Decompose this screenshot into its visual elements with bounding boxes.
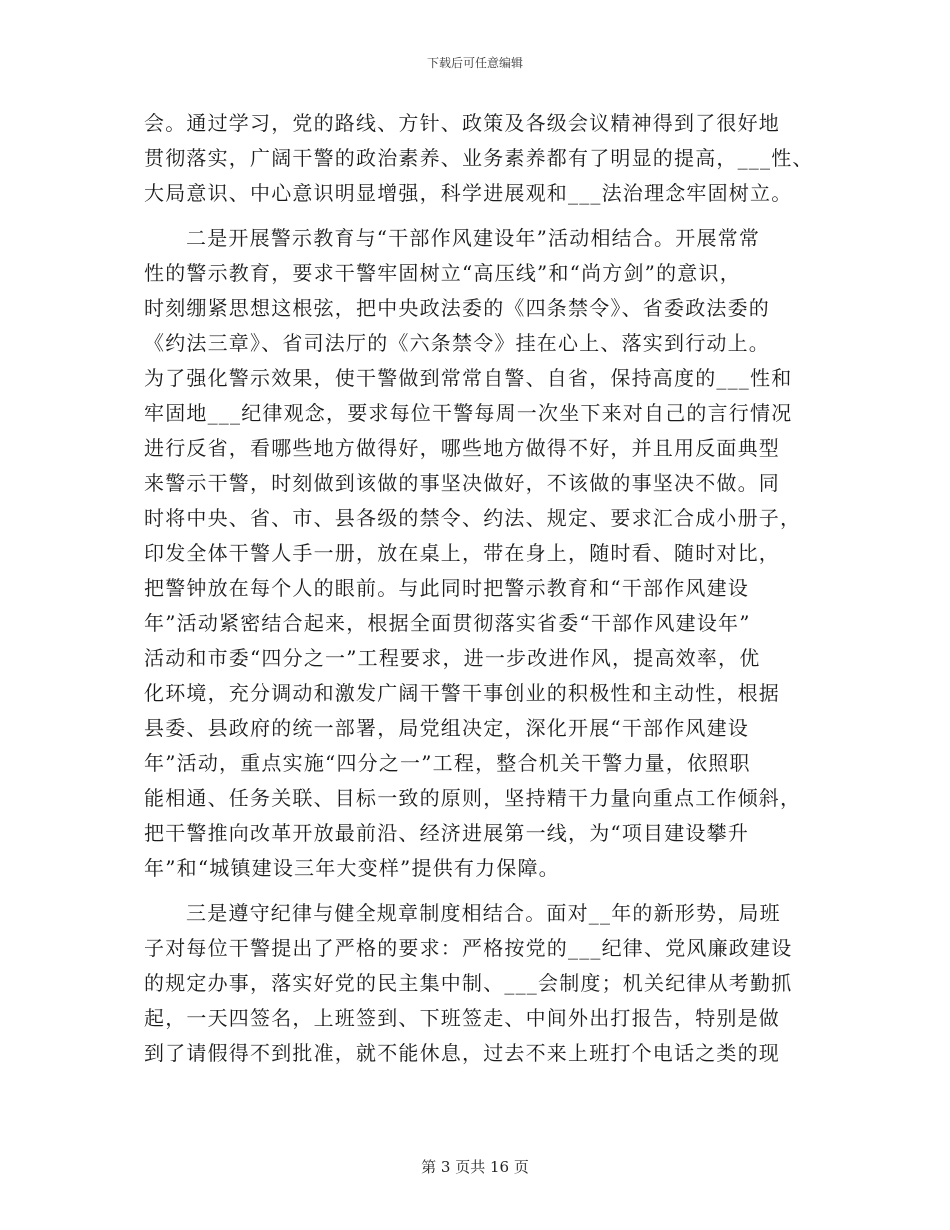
- document-body: [144, 106, 814, 1071]
- text-line: 的规定办事，落实好党的民主集中制、___会制度；机关纪律从考勤抓: [144, 971, 793, 995]
- text-line: 子对每位干警提出了严格的要求：严格按党的___纪律、党风廉政建设: [144, 936, 793, 960]
- text-line: 牢固地___纪律观念，要求每位干警每周一次坐下来对自己的言行情况: [144, 401, 793, 425]
- text-line: 印发全体干警人手一册，放在桌上，带在身上，随时看、随时对比，: [144, 541, 780, 565]
- text-line: 《约法三章》、省司法厅的《六条禁令》挂在心上、落实到行动上。: [144, 331, 770, 355]
- text-line: 性的警示教育，要求干警牢固树立“高压线”和“尚方剑”的意识，: [144, 261, 741, 285]
- text-line: 县委、县政府的统一部署，局党组决定，深化开展“干部作风建设: [144, 716, 750, 740]
- paragraph: [144, 221, 814, 886]
- text-line: 时将中央、省、市、县各级的禁令、约法、规定、要求汇合成小册子，: [144, 506, 802, 530]
- text-line: 大局意识、中心意识明显增强，科学进展观和___法治理念牢固树立。: [144, 181, 793, 205]
- text-line: 三是遵守纪律与健全规章制度相结合。面对__年的新形势，局班: [186, 901, 781, 925]
- text-line: 年”活动，重点实施“四分之一”工程，整合机关干警力量，依照职: [144, 751, 751, 775]
- text-line: 贯彻落实，广阔干警的政治素养、业务素养都有了明显的提高，___性、: [144, 146, 814, 170]
- text-line: 年”活动紧密结合起来，根据全面贯彻落实省委“干部作风建设年”: [144, 611, 751, 635]
- page-header: 下载后可任意编辑: [426, 56, 523, 70]
- paragraph: [144, 896, 814, 1071]
- text-line: 进行反省，看哪些地方做得好，哪些地方做得不好，并且用反面典型: [144, 436, 780, 460]
- text-line: 时刻绷紧思想这根弦，把中央政法委的《四条禁令》、省委政法委的: [144, 296, 770, 320]
- text-line: 活动和市委“四分之一”工程要求，进一步改进作风，提高效率，优: [144, 646, 761, 670]
- text-line: 来警示干警，时刻做到该做的事坚决做好，不该做的事坚决不做。同: [144, 471, 780, 495]
- page-footer: 第 3 页共 16 页: [421, 1158, 529, 1176]
- text-line: 二是开展警示教育与“干部作风建设年”活动相结合。开展常常: [186, 226, 761, 250]
- text-line: 为了强化警示效果，使干警做到常常自警、自省，保持高度的___性和: [144, 366, 793, 390]
- text-line: 化环境，充分调动和激发广阔干警干事创业的积极性和主动性，根据: [144, 681, 780, 705]
- text-line: 把干警推向改革开放最前沿、经济进展第一线，为“项目建设攀升: [144, 821, 750, 845]
- text-line: 能相通、任务关联、目标一致的原则，坚持精干力量向重点工作倾斜，: [144, 786, 802, 810]
- text-line: 起，一天四签名，上班签到、下班签走、中间外出打报告，特别是做: [144, 1006, 780, 1030]
- text-line: 会。通过学习，党的路线、方针、政策及各级会议精神得到了很好地: [144, 111, 780, 135]
- paragraph: [144, 106, 814, 211]
- text-line: 到了请假得不到批准，就不能休息，过去不来上班打个电话之类的现: [144, 1041, 780, 1065]
- text-line: 把警钟放在每个人的眼前。与此同时把警示教育和“干部作风建设: [144, 576, 750, 600]
- text-line: 年”和“城镇建设三年大变样”提供有力保障。: [144, 856, 560, 880]
